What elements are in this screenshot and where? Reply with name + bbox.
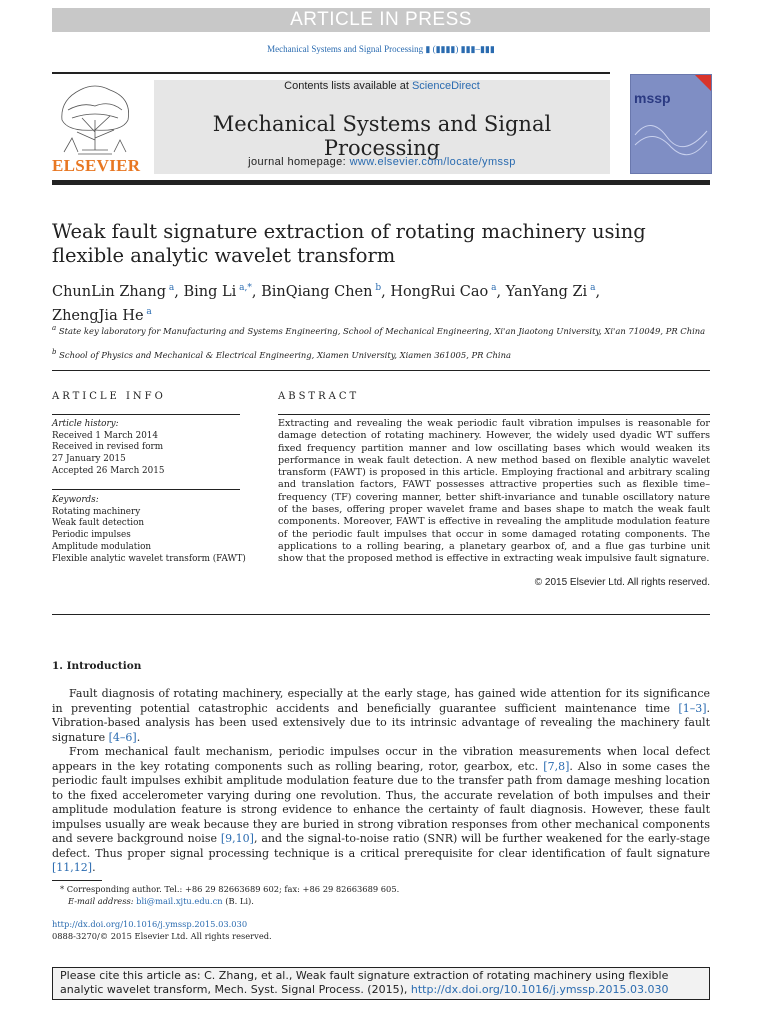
author-affiliation-marker[interactable]: a,* [236, 283, 252, 293]
reference-link[interactable]: [7,8] [543, 759, 570, 773]
introduction-heading: 1. Introduction [52, 660, 142, 672]
keywords-block [52, 495, 252, 565]
reference-link[interactable]: [9,10] [220, 832, 254, 845]
affiliation-a-text: State key laboratory for Manufacturing and Systems Engineering, School of Mechanical Engineering, Xi'an Jiaotong University, Xi'an 710049, PR China [58, 325, 706, 336]
author-list: ChunLin Zhang $^a$, Bing Li $^{a,*}$, BinQiang Chen $^b$, HongRui Cao $^a$, YanYang Zi $^a$, ZhengJia He $^a$ [52, 283, 601, 324]
author-name: BinQiang Chen [261, 283, 373, 300]
email-label: E-mail address: [68, 895, 137, 906]
doi-link[interactable]: http://dx.doi.org/10.1016/j.ymssp.2015.03.030 [52, 919, 248, 929]
article-history [52, 419, 252, 478]
keyword-item: Amplitude modulation [52, 541, 152, 552]
section-rule [52, 614, 710, 615]
corresponding-author-text: * Corresponding author. Tel.: +86 29 82663689 602; fax: +86 29 82663689 605. [60, 884, 400, 894]
author-name: ZhengJia He [52, 307, 144, 324]
paragraph-text: , and the signal-to-noise ratio (SNR) will be further weakened for the early-stage defect. Thus proper signal processing technique is a critical prerequisite for clear identification of fault signature [52, 832, 710, 860]
author-name: ChunLin Zhang [52, 283, 167, 300]
cover-title: mssp [634, 90, 671, 106]
abstract-heading: ABSTRACT [278, 391, 360, 402]
contents-prefix: Contents lists available at [284, 80, 412, 92]
journal-homepage-line [154, 156, 610, 168]
keyword-item: Periodic impulses [52, 530, 131, 541]
email-suffix: (B. Li). [222, 895, 254, 906]
paper-title: Weak fault signature extraction of rotating machinery using flexible analytic wavelet transform [52, 220, 646, 267]
contents-available-line [154, 80, 610, 92]
paragraph-text: . [136, 730, 141, 744]
reference-link[interactable]: [1–3] [678, 701, 707, 715]
author-name: YanYang Zi [505, 283, 588, 300]
affiliation-b-marker: b [52, 348, 57, 356]
keyword-item: Rotating machinery [52, 506, 141, 517]
section-rule [52, 370, 710, 371]
intro-paragraph-2 [52, 745, 710, 876]
journal-cover-image [630, 74, 712, 174]
author-affiliation-marker[interactable]: a [488, 283, 497, 293]
email-link[interactable]: bli@mail.xjtu.edu.cn [136, 895, 223, 906]
paragraph-text: . [92, 861, 96, 874]
affiliation-a [52, 322, 710, 337]
footnote-rule [52, 880, 102, 881]
header-bottom-rule [52, 180, 710, 185]
introduction-body [52, 687, 710, 876]
article-info-rule [52, 414, 240, 415]
keyword-item: Flexible analytic wavelet transform (FAWT) [52, 553, 246, 564]
affiliation-a-marker: a [52, 324, 57, 332]
header-top-rule [52, 72, 610, 74]
author-affiliation-marker[interactable]: a [587, 283, 596, 293]
abstract-copyright: © 2015 Elsevier Ltd. All rights reserved. [534, 577, 710, 588]
reference-link[interactable]: [4–6] [108, 730, 137, 744]
homepage-prefix: journal homepage: [248, 156, 350, 168]
keyword-item: Weak fault detection [52, 518, 145, 529]
citation-doi-link[interactable]: http://dx.doi.org/10.1016/j.ymssp.2015.03.030 [410, 983, 669, 997]
keywords-rule [52, 489, 240, 490]
author-name: HongRui Cao [390, 283, 489, 300]
journal-title: Mechanical Systems and Signal Processing [212, 112, 552, 160]
corresponding-author-note [52, 884, 710, 907]
history-item: 27 January 2015 [52, 454, 126, 465]
history-item: Received 1 March 2014 [52, 430, 159, 441]
paragraph-text: . Also in some cases the periodic fault impulses exhibit amplitude modulation feature due to the transfer path from damage meshing location to the fixed accelerometer varying during one revolution. Thus, the accurate revelation of both impulses and their amplitude modulation feature is strong evidence to enhance the certainty of fault diagnosis. However, these fault impulses usually are weak because they are buried in strong vibration responses from other mechanical components and severe background noise [52, 759, 710, 845]
doi-block [52, 919, 710, 942]
elsevier-wordmark: ELSEVIER [52, 156, 141, 175]
paragraph-text: . Vibration-based analysis has been used extensively due to its intrinsic advantage of revealing the machinery fault signature [52, 701, 710, 744]
paragraph-text: From mechanical fault mechanism, periodic impulses occur in the vibration measurements when local defect appears in the key rotating components such as rolling bearing, rotor, gearbox, etc. [52, 745, 710, 773]
author-name: Bing Li [183, 283, 237, 300]
affiliation-b [52, 346, 710, 361]
paragraph-text: Fault diagnosis of rotating machinery, especially at the early stage, has gained wide attention for its significance in preventing potential catastrophic accidents and beneficially guarantee sufficient maintenance time [52, 687, 710, 715]
abstract-rule [278, 414, 710, 415]
journal-reference-link[interactable]: Mechanical Systems and Signal Processing ▮ (▮▮▮▮) ▮▮▮–▮▮▮ [267, 44, 495, 54]
journal-homepage-link[interactable]: www.elsevier.com/locate/ymssp [349, 156, 516, 168]
author-affiliation-marker[interactable]: a [166, 283, 175, 293]
citation-body: Please cite this article as: C. Zhang, et al., Weak fault signature extraction of rotating machinery using flexible analytic wavelet transform, Mech. Syst. Signal Process. (2015), [60, 969, 669, 997]
abstract-text: Extracting and revealing the weak periodic fault vibration impulses is reasonable for damage detection of rotating machinery. However, the widely used dyadic WT suffers fixed frequency partition manner and low oscillating bases which would weaken its performance in weak fault detection. A new method based on flexible analytic wavelet transform (FAWT) is proposed in this article. Employing fractional and arbitrary scaling and translation factors, FAWT possesses attractive properties such as flexible time–frequency (TF) covering manner, better shift-invariance and tunable oscillatory nature of the bases, offering proper wavelet frame and bases shape to match the weak fault components. Moreover, FAWT is effective in revealing the amplitude modulation feature of the periodic fault impulses that occur in some damaged rotating components. The applications to a rolling bearing, a planetary gearbox of, and a flue gas turbine unit show that the proposed method is effective in extracting weak impulsive fault signature. [278, 418, 710, 565]
issn-line: 0888-3270/© 2015 Elsevier Ltd. All rights reserved. [52, 930, 272, 941]
article-info-heading: ARTICLE INFO [52, 391, 166, 402]
history-item: Accepted 26 March 2015 [52, 465, 165, 476]
author-affiliation-marker[interactable]: a [143, 306, 152, 317]
history-label: Article history: [52, 419, 119, 429]
intro-paragraph-1 [52, 687, 710, 745]
history-item: Received in revised form [52, 442, 164, 453]
citation-text [60, 969, 702, 997]
keywords-label: Keywords: [52, 495, 99, 505]
article-in-press-banner: ARTICLE IN PRESS [52, 8, 710, 32]
affiliation-b-text: School of Physics and Mechanical & Electrical Engineering, Xiamen University, Xiamen 361005, PR China [59, 349, 511, 360]
author-affiliation-marker[interactable]: b [372, 283, 382, 293]
reference-link[interactable]: [11,12] [52, 861, 93, 874]
sciencedirect-link[interactable]: ScienceDirect [411, 80, 480, 92]
